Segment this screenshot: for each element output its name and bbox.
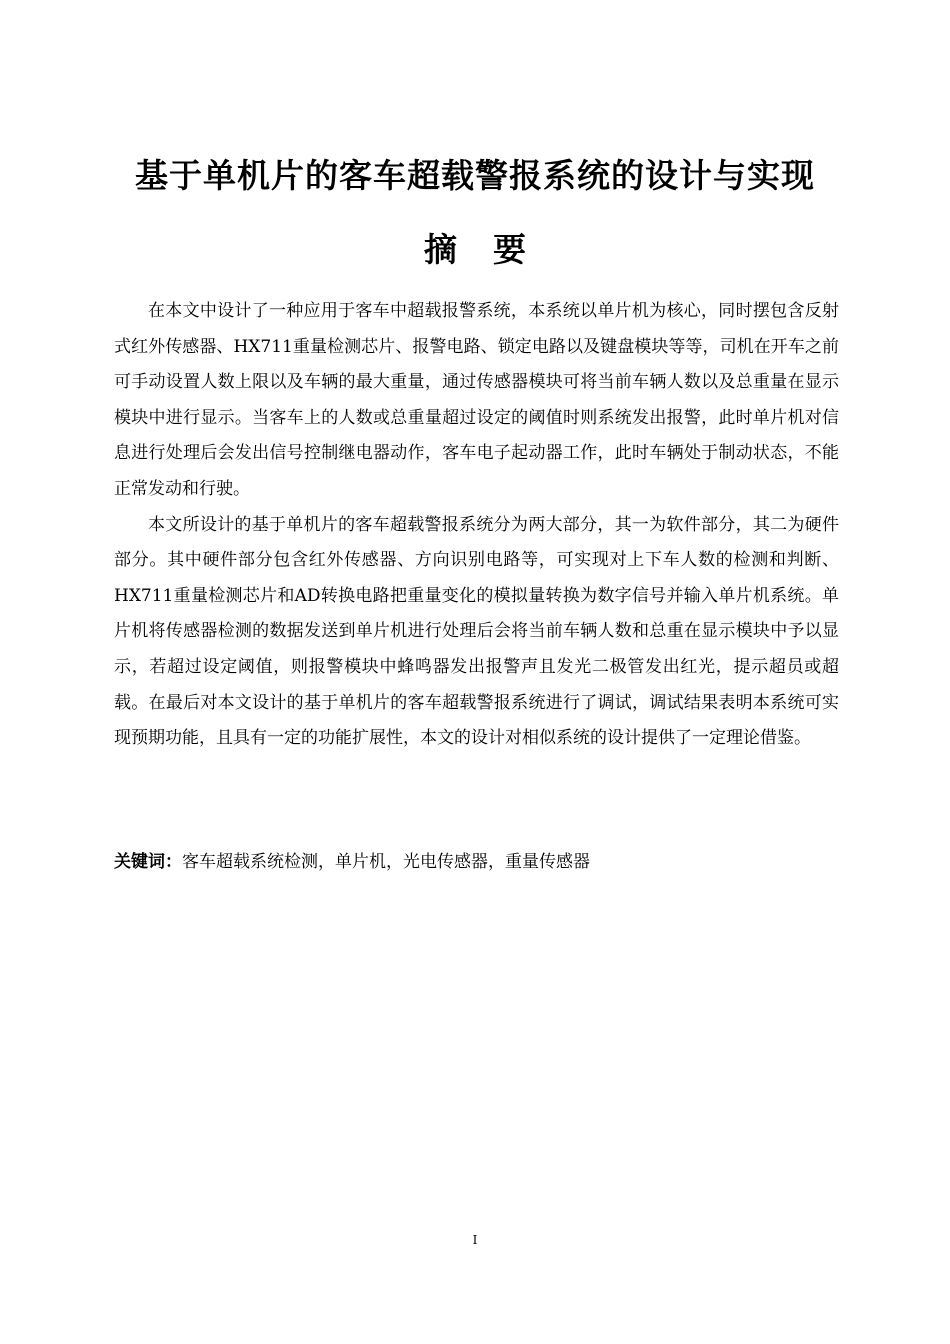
keywords-line	[114, 846, 839, 878]
keywords-label: 关键词：	[114, 852, 182, 872]
document-title: 基于单机片的客车超载警报系统的设计与实现	[135, 156, 815, 195]
keywords-value: 客车超载系统检测，单片机，光电传感器，重量传感器	[182, 852, 590, 872]
abstract-heading	[0, 228, 950, 272]
abstract-paragraph-1: 在本文中设计了一种应用于客车中超载报警系统，本系统以单片机为核心，同时摆包含反射式红外传感器、HX711重量检测芯片、报警电路、锁定电路以及键盘模块等等，司机在开车之前可手动设置人数上限以及车辆的最大重量，通过传感器模块可将当前车辆人数以及总重量在显示模块中进行显示。当客车上的人数或总重量超过设定的阈值时则系统发出报警，此时单片机对信息进行处理后会发出信号控制继电器动作，客车电子起动器工作，此时车辆处于制动状态，不能正常发动和行驶。	[114, 301, 839, 499]
abstract-heading-char-2: 要	[493, 230, 526, 269]
abstract-body	[114, 294, 839, 757]
abstract-paragraph-2: 本文所设计的基于单机片的客车超载警报系统分为两大部分，其一为软件部分，其二为硬件部分。其中硬件部分包含红外传感器、方向识别电路等，可实现对上下车人数的检测和判断、HX711重量检测芯片和AD转换电路把重量变化的模拟量转换为数字信号并输入单片机系统。单片机将传感器检测的数据发送到单片机进行处理后会将当前车辆人数和总重在显示模块中予以显示，若超过设定阈值，则报警模块中蜂鸣器发出报警声且发光二极管发出红光，提示超员或超载。在最后对本文设计的基于单机片的客车超载警报系统进行了调试，调试结果表明本系统可实现预期功能，且具有一定的功能扩展性，本文的设计对相似系统的设计提供了一定理论借鉴。	[114, 514, 839, 749]
page-number: I	[472, 1233, 478, 1247]
abstract-heading-char-1: 摘	[424, 230, 457, 269]
